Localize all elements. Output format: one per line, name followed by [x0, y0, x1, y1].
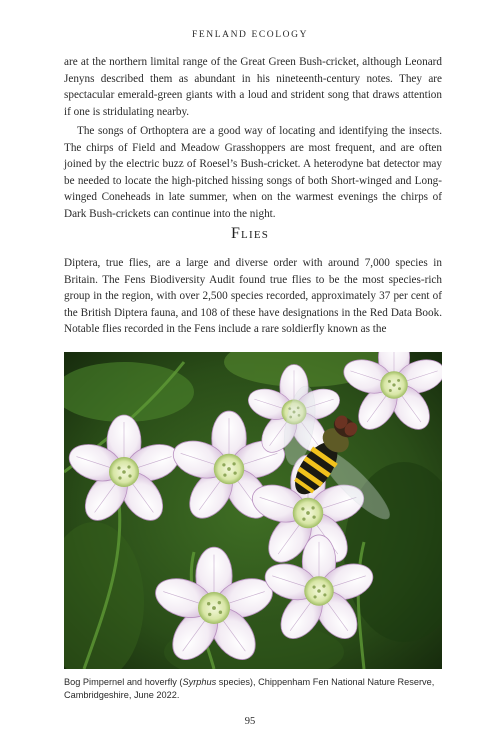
caption-text-end: species), Chippenham Fen National Nature Reserve, Cambridgeshire, June 2022. [64, 677, 435, 700]
photo-caption [64, 676, 442, 702]
paragraph-orthoptera-songs: The songs of Orthoptera are a good way of locating and identifying the insects. The chirps of Field and Meadow Grasshoppers are most frequent, and are often joined by the electric buzz of Roesel’s Bush-cricket. A heterodyne bat detector may be needed to locate the high-pitched hissing songs of both Short-winged and Long-winged Coneheads in late summer, when on the warmest evenings the chirps of Dark Bush-crickets can continue into the night. [64, 125, 442, 220]
section-heading-flies: Flies [230, 225, 270, 242]
caption-text-start: Bog Pimpernel and hoverfly ( [64, 677, 183, 687]
running-head: FENLAND ECOLOGY [191, 30, 309, 40]
page-number: 95 [244, 716, 256, 727]
caption-species-italic: Syrphus [182, 677, 217, 687]
paragraph-orthoptera-intro: are at the northern limital range of the Great Green Bush-cricket, although Leonard Jenyns described them as abundant in his nineteenth-century notes. They are spectacular emerald-green giants with a loud and strident song that draws attention if one is stridulating nearby. [64, 56, 442, 118]
bog-pimpernel-hoverfly-photo [64, 352, 442, 669]
paragraph-diptera: Diptera, true flies, are a large and diverse order with around 7,000 species in Britain. The Fens Biodiversity Audit found true flies to be the most species-rich group in the region, with over 2,500 species recorded, approximately 37 per cent of the British Diptera fauna, and 108 of these have designations in the Red Data Book. Notable flies recorded in the Fens include a rare soldierfly known as the [64, 257, 442, 336]
